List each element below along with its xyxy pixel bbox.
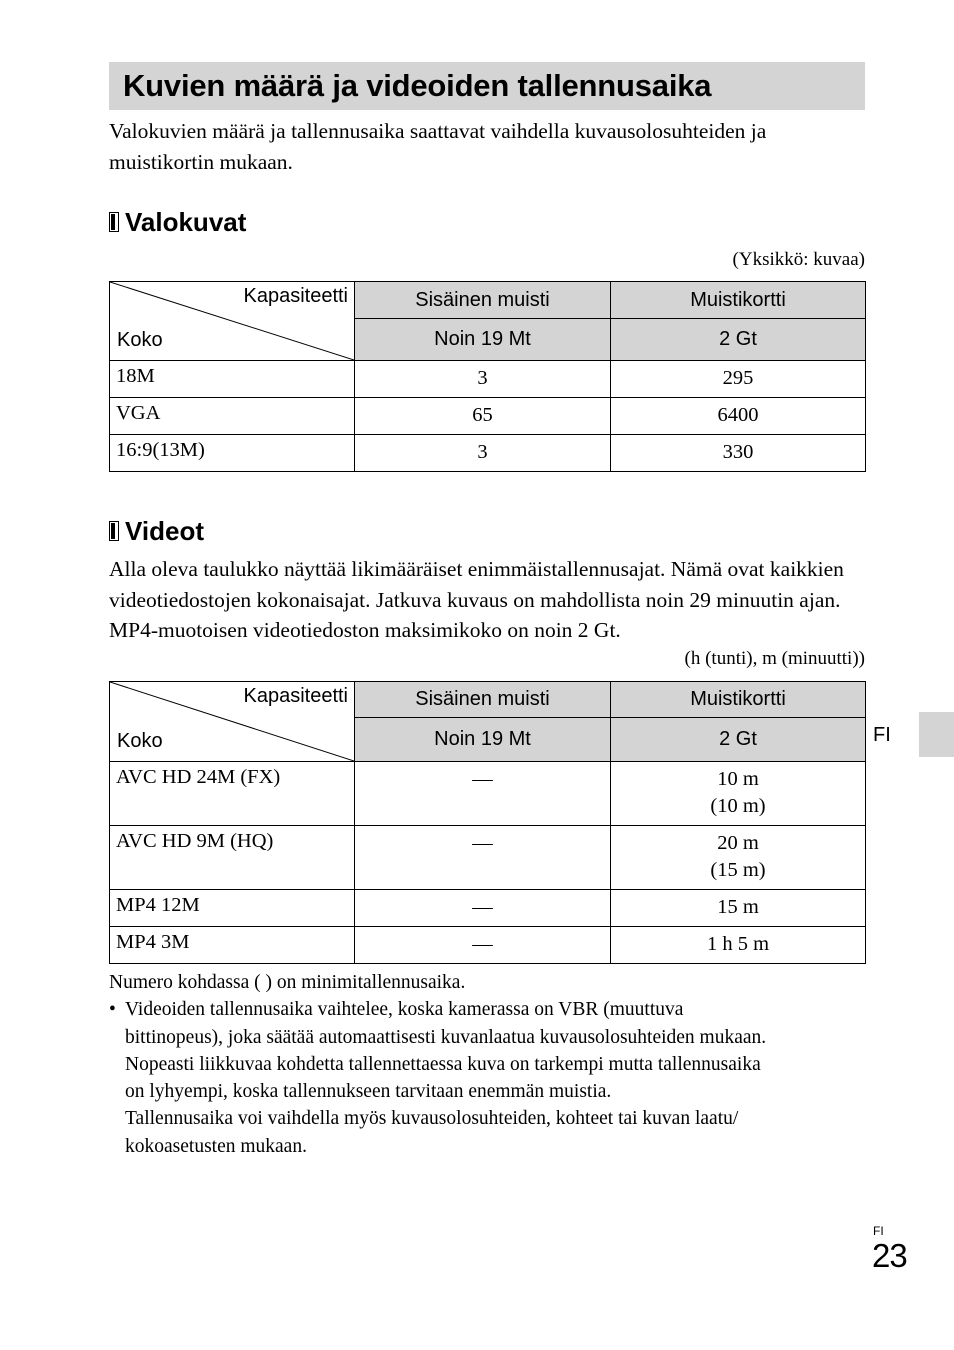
notes	[109, 969, 869, 1160]
videos-table	[109, 681, 866, 964]
card-min-time: (15 m)	[710, 859, 766, 881]
table-row	[110, 398, 866, 435]
size-label: Koko	[117, 329, 163, 351]
title-bar	[109, 62, 865, 110]
card-value: 15 m	[611, 890, 866, 927]
photos-table	[109, 281, 866, 472]
note-line: bittinopeus), joka säätää automaattisesti kuvanlaatua kuvausolosuhteiden mukaan.	[125, 1026, 767, 1048]
videos-heading	[109, 516, 204, 546]
card-max-time: 20 m	[717, 832, 759, 854]
card-value	[611, 826, 866, 890]
row-label: 18M	[110, 361, 355, 398]
photos-unit: (Yksikkö: kuvaa)	[732, 249, 865, 270]
section-marker-icon	[109, 521, 119, 541]
card-value: 1 h 5 m	[611, 927, 866, 964]
videos-heading-text: Videot	[125, 516, 204, 546]
card-size-header: 2 Gt	[611, 319, 866, 361]
videos-intro: Alla oleva taulukko näyttää likimääräiset enimmäistallennusajat. Nämä ovat kaikkien videotiedostojen kokonaisajat. Jatkuva kuvaus on mahdollista noin 29 minuutin ajan. MP4-muotoisen videotiedoston maksimikoko on noin 2 Gt.	[109, 557, 844, 642]
card-value: 295	[611, 361, 866, 398]
row-label: MP4 3M	[110, 927, 355, 964]
row-label: 16:9(13M)	[110, 435, 355, 472]
videos-unit: (h (tunti), m (minuutti))	[684, 648, 865, 669]
row-label: AVC HD 9M (HQ)	[110, 826, 355, 890]
card-value: 6400	[611, 398, 866, 435]
note-line: • Videoiden tallennusaika vaihtelee, koska kamerassa on VBR (muuttuva	[125, 999, 684, 1021]
section-marker-icon	[109, 212, 119, 232]
videos-corner-cell	[110, 682, 355, 762]
minimum-note: Numero kohdassa ( ) on minimitallennusaika.	[109, 972, 466, 993]
table-row	[110, 435, 866, 472]
internal-memory-header: Sisäinen muisti	[355, 682, 611, 718]
internal-value: —	[355, 762, 611, 826]
capacity-label: Kapasiteetti	[243, 285, 348, 307]
language-side-tab	[919, 712, 954, 757]
intro-text: Valokuvien määrä ja tallennusaika saattavat vaihdella kuvausolosuhteiden ja muistikortin mukaan.	[109, 119, 767, 174]
internal-value: —	[355, 927, 611, 964]
internal-value: —	[355, 826, 611, 890]
note-line: on lyhyempi, koska tallennukseen tarvitaan enemmän muistia.	[125, 1081, 612, 1103]
table-row	[110, 361, 866, 398]
size-label: Koko	[117, 730, 163, 752]
photos-heading-text: Valokuvat	[125, 207, 247, 237]
internal-value: 65	[355, 398, 611, 435]
table-row	[110, 890, 866, 927]
note-line: kokoasetusten mukaan.	[125, 1135, 307, 1157]
photos-corner-cell	[110, 282, 355, 361]
row-label: MP4 12M	[110, 890, 355, 927]
table-row	[110, 826, 866, 890]
card-value	[611, 762, 866, 826]
card-min-time: (10 m)	[710, 795, 766, 817]
internal-size-header: Noin 19 Mt	[355, 718, 611, 762]
list-item	[109, 996, 869, 1160]
internal-size-header: Noin 19 Mt	[355, 319, 611, 361]
row-label: VGA	[110, 398, 355, 435]
table-row	[110, 927, 866, 964]
capacity-label: Kapasiteetti	[243, 685, 348, 707]
internal-value: —	[355, 890, 611, 927]
internal-memory-header: Sisäinen muisti	[355, 282, 611, 319]
page-title: Kuvien määrä ja videoiden tallennusaika	[123, 68, 712, 103]
side-language-label: FI	[873, 724, 891, 746]
row-label: AVC HD 24M (FX)	[110, 762, 355, 826]
card-size-header: 2 Gt	[611, 718, 866, 762]
notes-list	[109, 996, 869, 1160]
internal-value: 3	[355, 435, 611, 472]
internal-value: 3	[355, 361, 611, 398]
note-line: Nopeasti liikkuvaa kohdetta tallennettaessa kuva on tarkempi mutta tallennusaika	[125, 1053, 761, 1075]
page-language: FI	[873, 1224, 884, 1238]
card-value: 330	[611, 435, 866, 472]
memory-card-header: Muistikortti	[611, 682, 866, 718]
card-max-time: 10 m	[717, 768, 759, 790]
memory-card-header: Muistikortti	[611, 282, 866, 319]
table-row	[110, 762, 866, 826]
page-number: 23	[872, 1237, 907, 1274]
note-line: Tallennusaika voi vaihdella myös kuvausolosuhteiden, kohteet tai kuvan laatu/	[125, 1108, 739, 1130]
photos-heading	[109, 207, 246, 237]
